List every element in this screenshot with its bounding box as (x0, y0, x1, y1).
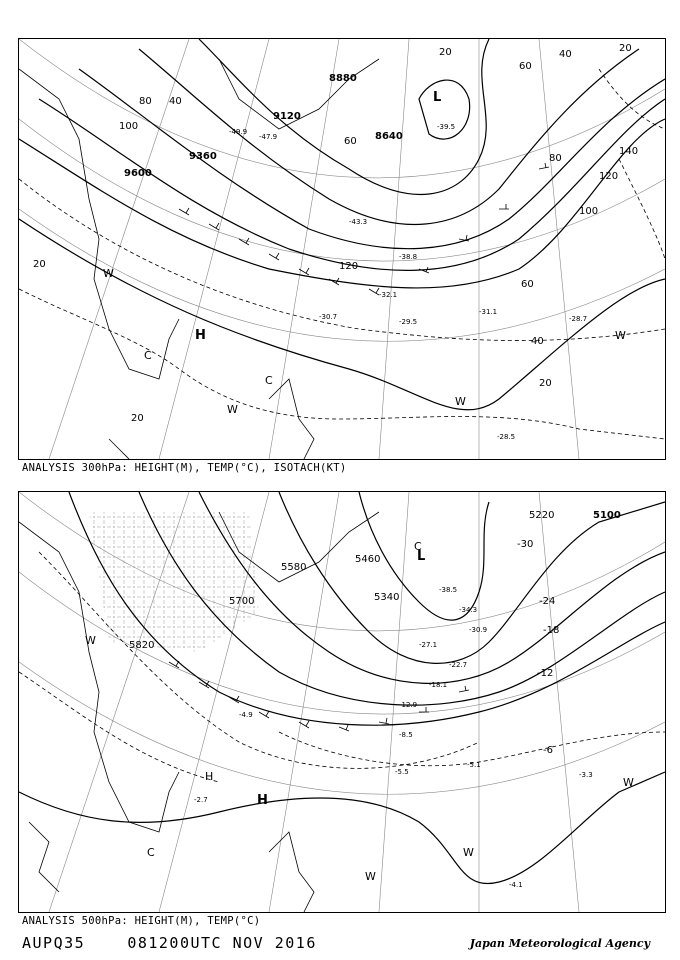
temp-label: -38.8 (399, 253, 418, 261)
map-500hpa-canvas (19, 492, 665, 912)
temp-label: -31.1 (479, 308, 498, 316)
hatched-area (89, 512, 259, 652)
height-label: 5820 (129, 640, 155, 651)
temp-label: -4.9 (239, 711, 253, 719)
height-label: 5340 (374, 592, 400, 603)
temp-label: -12.9 (399, 701, 418, 709)
isotach-label: 20 (33, 259, 46, 270)
wind-barbs (169, 661, 469, 731)
height-contours (19, 39, 665, 410)
temp-label: -22.7 (449, 661, 468, 669)
isotach-label: 40 (169, 96, 182, 107)
height-label: 5100 (593, 510, 621, 521)
height-label: 5700 (229, 596, 255, 607)
product-line (22, 934, 317, 952)
height-label: 5460 (355, 554, 381, 565)
temp-label: -43.3 (349, 218, 368, 226)
isotherm-label: -18 (543, 625, 560, 636)
cold-symbol: C (144, 349, 152, 362)
warm-symbol: W (227, 403, 238, 416)
height-label: 5220 (529, 510, 555, 521)
cold-symbol: C (265, 374, 273, 387)
map-300hpa-canvas (19, 39, 665, 459)
isotach-label: 80 (139, 96, 152, 107)
temp-label: -3.3 (579, 771, 593, 779)
isotach-contours (19, 69, 665, 439)
isotach-label: 140 (619, 146, 639, 157)
temp-label: -49.9 (229, 128, 248, 136)
isotherm-label: -24 (539, 596, 556, 607)
temp-label: -2.7 (194, 796, 208, 804)
height-label: 5580 (281, 562, 307, 573)
temp-label: -38.5 (439, 586, 458, 594)
valid-time: 081200UTC NOV 2016 (127, 934, 317, 952)
temp-label: -39.5 (437, 123, 456, 131)
isotach-label: 100 (119, 121, 139, 132)
height-label: 9360 (189, 151, 217, 162)
isotach-label: 20 (619, 43, 632, 54)
height-label: 9600 (124, 168, 152, 179)
low-symbol: L (417, 549, 426, 564)
cold-symbol: C (414, 540, 422, 553)
high-symbol: H (195, 328, 206, 343)
isotach-label: 60 (521, 279, 534, 290)
isotach-label: 20 (439, 47, 452, 58)
warm-symbol: W (615, 329, 626, 342)
cold-symbol: C (147, 846, 155, 859)
height-label: 8640 (375, 131, 403, 142)
warm-symbol: W (455, 395, 466, 408)
isotherm-label: -12 (537, 668, 554, 679)
isotach-label: 20 (131, 413, 144, 424)
isotach-label: 20 (539, 378, 552, 389)
isotach-label: 80 (549, 153, 562, 164)
temp-label: -29.5 (399, 318, 418, 326)
temp-label: -18.1 (429, 681, 448, 689)
temp-label: -5.5 (395, 768, 409, 776)
temp-label: -32.1 (379, 291, 398, 299)
isotach-label: 40 (531, 336, 544, 347)
isotach-label: 120 (339, 261, 359, 272)
product-code: AUPQ35 (22, 934, 86, 952)
low-symbol: L (433, 90, 442, 105)
isotach-label: 40 (559, 49, 572, 60)
warm-symbol: W (85, 634, 96, 647)
caption-300hpa: ANALYSIS 300hPa: HEIGHT(M), TEMP(°C), ISOTACH(KT) (22, 462, 347, 474)
map-300hpa (18, 38, 666, 460)
warm-symbol: W (103, 267, 114, 280)
isotach-label: 120 (599, 171, 619, 182)
warm-symbol: W (365, 870, 376, 883)
agency-name: Japan Meteorological Agency (469, 937, 650, 950)
warm-symbol: W (463, 846, 474, 859)
temp-label: -5.1 (467, 761, 481, 769)
temp-label: -30.9 (469, 626, 488, 634)
warm-symbol: W (623, 776, 634, 789)
temp-label: -28.7 (569, 315, 588, 323)
height-label: 8880 (329, 73, 357, 84)
high-symbol: H (205, 770, 214, 783)
temp-label: -8.5 (399, 731, 413, 739)
caption-500hpa: ANALYSIS 500hPa: HEIGHT(M), TEMP(°C) (22, 915, 261, 927)
isotach-label: 60 (344, 136, 357, 147)
high-symbol: H (257, 793, 268, 808)
temp-label: -27.1 (419, 641, 438, 649)
temp-label: -4.1 (509, 881, 523, 889)
temp-label: -47.9 (259, 133, 278, 141)
height-label: 9120 (273, 111, 301, 122)
temp-label: -28.5 (497, 433, 516, 441)
graticule (19, 39, 665, 459)
isotherm-label: -30 (517, 539, 534, 550)
map-500hpa (18, 491, 666, 913)
isotach-label: 60 (519, 61, 532, 72)
temp-label: -34.3 (459, 606, 478, 614)
temp-label: -30.7 (319, 313, 338, 321)
isotach-label: 100 (579, 206, 599, 217)
isotherm-label: -6 (543, 745, 553, 756)
